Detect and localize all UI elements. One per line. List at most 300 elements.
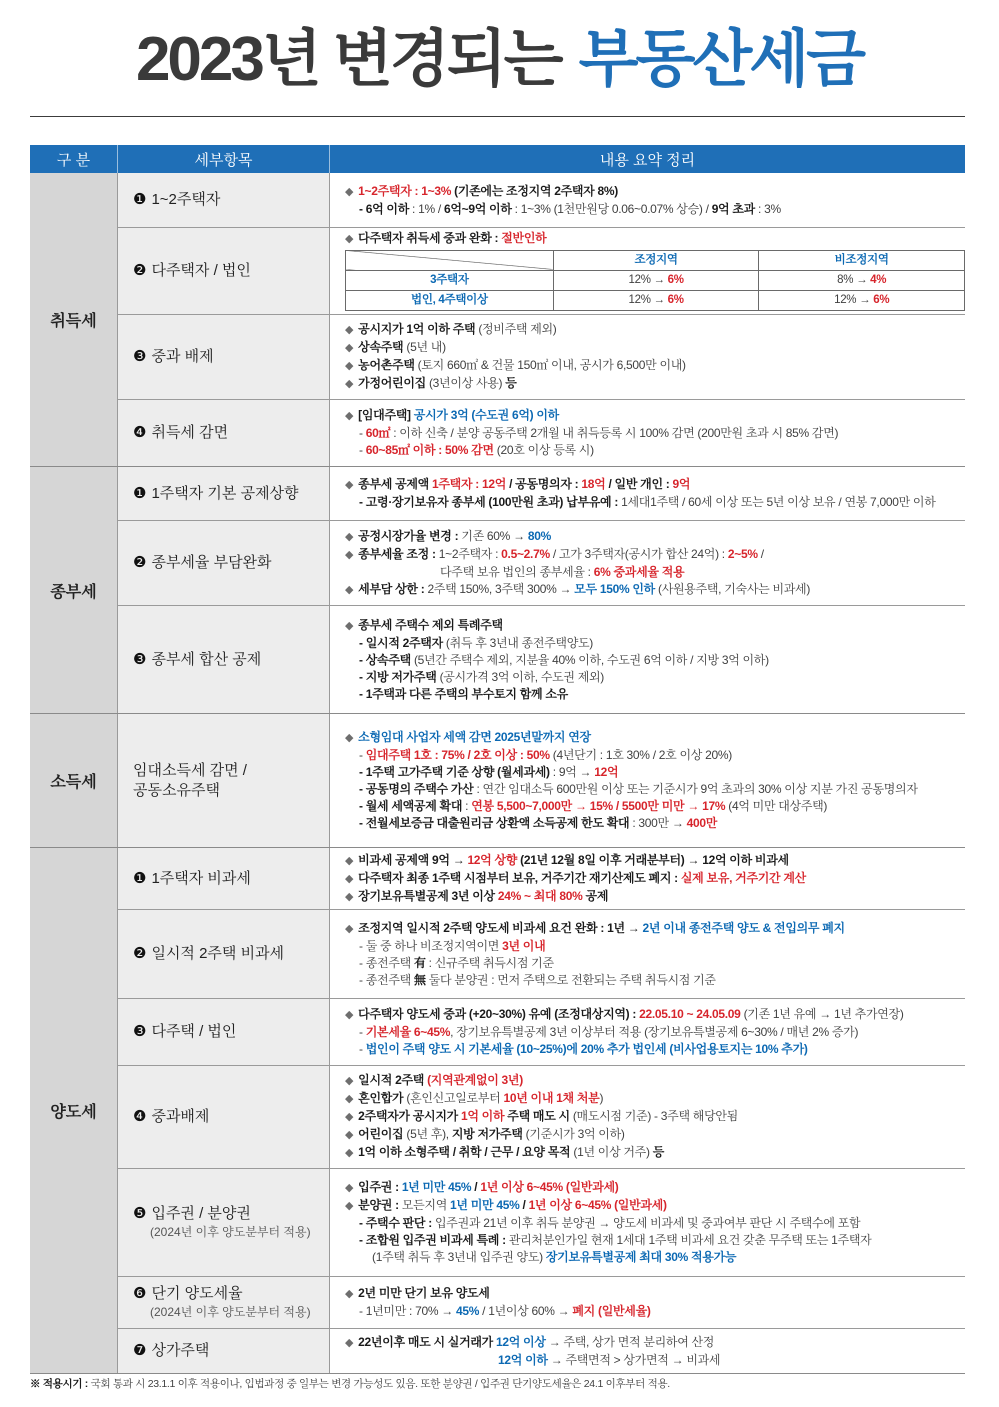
- sub-line: [345, 494, 965, 511]
- bold-text: 조정지역 일시적 2주택 양도세 비과세 요건 완화 : 1년 →: [358, 920, 643, 935]
- tax-section: [30, 467, 965, 714]
- bold-text: 등: [652, 1145, 665, 1159]
- bold-text: 다주택자 최종 1주택 시점부터 보유, 거주기간 재기산제도 폐지 :: [358, 870, 681, 885]
- bullet-line: [345, 1006, 965, 1024]
- item-label-text: 종부세 합산 공제: [151, 650, 262, 668]
- blue-highlight-text: 공시가 3억 (수도권 6억) 이하: [413, 408, 559, 422]
- bold-text: 장기보유특별공제 3년 이상: [358, 888, 498, 903]
- bold-text: 비과세 공제액 9억 →: [358, 852, 468, 867]
- plain-text: 관리처분인가일 현재 1세대 1주택 비과세 요건 갖춘 무주택 또는 1주택자: [508, 1233, 872, 1247]
- blue-highlight-text: 45%: [455, 1304, 480, 1318]
- plain-text: - 1년미만 : 70% →: [359, 1304, 456, 1318]
- plain-text: / 1년이상 60% →: [479, 1304, 573, 1318]
- bullet-line: [345, 1197, 965, 1215]
- bold-text: - 공동명의 주택수 가산: [359, 782, 474, 796]
- sub-line: [345, 781, 965, 798]
- tax-section: [30, 848, 965, 1374]
- plain-text: -: [359, 748, 366, 762]
- rate-table-header-cell: 조정지역: [553, 250, 759, 270]
- diamond-bullet-icon: ◆: [345, 732, 354, 744]
- plain-text: : 신규주택 취득시점 기준: [425, 955, 554, 970]
- plain-text: : 이하 신축 / 분양 공동주택 2개월 내 취득등록 시 100% 감면 (200만원 초과 시 85% 감면): [390, 426, 839, 440]
- plain-text: 1~2주택자 :: [438, 546, 502, 561]
- bullet-line: [345, 183, 965, 201]
- red-highlight-text: 6% 중과세율 적용: [593, 564, 685, 579]
- footnote: [30, 1377, 965, 1391]
- diamond-bullet-icon: ◆: [345, 185, 354, 198]
- blue-highlight-text: 2년 이내 종전주택 양도 & 전입의무 폐지: [642, 920, 845, 935]
- item-cell: [118, 173, 330, 227]
- item-cell: [118, 315, 330, 399]
- plain-text: (20호 이상 등록 시): [493, 443, 594, 457]
- sub-line: [345, 425, 965, 442]
- bullet-line: [345, 870, 965, 888]
- table-row: [118, 1329, 965, 1373]
- red-highlight-text: 60㎡: [365, 426, 391, 440]
- diamond-bullet-icon: ◆: [345, 1093, 354, 1105]
- item-label: [133, 1204, 329, 1224]
- bullet-line: [345, 581, 965, 599]
- table-row: [118, 467, 965, 521]
- item-label-text: 단기 양도세율: [151, 1285, 243, 1302]
- content-cell: [330, 606, 965, 713]
- blue-highlight-text: 장기보유특별공제 최대 30% 적용가능: [545, 1250, 737, 1264]
- plain-text: (기존 1년 유예 → 1년 추가연장): [740, 1007, 904, 1021]
- rate-table-header-row: [346, 250, 965, 270]
- blue-highlight-text: 법인이 주택 양도 시 기본세율 (10~25%)에 20% 추가 법인세 (비사업용토지는 10% 추가): [365, 1042, 808, 1056]
- bold-text: 1억 이하 소형주택 / 취학 / 근무 / 요양 목적: [358, 1145, 571, 1159]
- plain-text: : 1~3% (1천만원당 0.06~0.07% 상승) /: [511, 201, 712, 216]
- plain-text: 입주권과 21년 이후 취득 분양권 → 양도세 비과세 및 중과여부 판단 시 주택수에 포함: [435, 1216, 861, 1230]
- diamond-bullet-icon: ◆: [345, 872, 354, 885]
- bold-text: 입주권 :: [358, 1180, 402, 1194]
- red-highlight-text: 6%: [667, 273, 684, 286]
- item-cell: [118, 1329, 330, 1373]
- plain-text: 1세대1주택 / 60세 이상 또는 5년 이상 보유 / 연봉 7,000만 이하: [621, 495, 936, 509]
- plain-text: : 1% /: [409, 201, 444, 216]
- item-cell: [118, 228, 330, 314]
- plain-text: 국회 통과 시 23.1.1 이후 적용이나, 입법과정 중 일부는 변경 가능성도 있음. 또한 분양권 / 입주권 단기양도세율은 24.1 이후부터 적용.: [90, 1378, 670, 1390]
- section-rows: [118, 173, 965, 466]
- red-highlight-text: 절반인하: [501, 230, 547, 245]
- content-cell: [330, 521, 965, 605]
- plain-text: - 둘 중 하나 비조정지역이면: [359, 938, 503, 953]
- plain-text: -: [359, 1025, 366, 1039]
- plain-text: (사원용주택, 기숙사는 비과세): [654, 581, 811, 596]
- item-number-icon: ❼: [133, 1342, 147, 1359]
- bold-text: - 지방 저가주택: [359, 669, 437, 684]
- sub-line: [345, 764, 965, 781]
- rate-table-header-cell: 비조정지역: [759, 250, 965, 270]
- category-cell: 소득세: [30, 714, 118, 847]
- item-label-text: 임대소득세 감면 /: [133, 761, 247, 779]
- diamond-bullet-icon: ◆: [345, 1111, 354, 1123]
- diamond-bullet-icon: ◆: [345, 619, 354, 632]
- plain-text: (5년 후),: [403, 1127, 452, 1141]
- bold-text: 공시지가 1억 이하 주택: [358, 322, 476, 336]
- content-cell: [330, 1066, 965, 1168]
- item-label-text: 다주택자 / 법인: [151, 262, 251, 279]
- category-cell: 양도세: [30, 848, 118, 1373]
- tax-section: [30, 714, 965, 848]
- plain-text: 둘다 분양권 : 먼저 주택으로 전환되는 주택 취득시점 기준: [425, 972, 716, 987]
- bold-text: - 고령·장기보유자 종부세 (100만원 초과) 납부유예 :: [359, 495, 622, 509]
- bold-text: / 공동명의자 :: [506, 477, 582, 491]
- category-cell: 취득세: [30, 173, 118, 466]
- bold-text: 다주택자 양도세 중과 (+20~30%) 유예 (조정대상지역) :: [358, 1007, 640, 1021]
- bullet-line: [345, 1090, 965, 1108]
- rate-table-body: [346, 250, 965, 310]
- plain-text: / 고가 3주택자(공시가 합산 24억) :: [549, 546, 728, 561]
- bold-text: - 월세 세액공제 확대: [359, 799, 463, 813]
- diamond-bullet-icon: ◆: [345, 1129, 354, 1141]
- diamond-bullet-icon: ◆: [345, 854, 354, 867]
- diamond-bullet-icon: ◆: [345, 342, 354, 354]
- bold-text: 농어촌주택: [358, 358, 415, 372]
- bold-text: 有: [413, 955, 426, 970]
- section-rows: [118, 848, 965, 1373]
- diamond-bullet-icon: ◆: [345, 1182, 354, 1194]
- table-row: [118, 173, 965, 228]
- red-highlight-text: 2~5%: [727, 546, 758, 561]
- content-cell: [330, 1169, 965, 1276]
- diamond-bullet-icon: ◆: [345, 1147, 354, 1159]
- bold-text: 2년 미만 단기 보유 양도세: [358, 1286, 490, 1300]
- table-body: [30, 173, 965, 1374]
- content-cell: [330, 173, 965, 227]
- item-number-icon: ❶: [133, 869, 147, 887]
- item-note: (2024년 이후 양도분부터 적용): [150, 1225, 311, 1239]
- diamond-bullet-icon: ◆: [345, 324, 354, 336]
- plain-text: (4억 미만 대상주택): [725, 799, 828, 813]
- red-highlight-text: 기본세율 6~45%: [365, 1025, 451, 1039]
- sub-line: [345, 1024, 965, 1041]
- sub-line: [345, 938, 965, 955]
- bold-text: 가정어린이집: [358, 376, 426, 390]
- diamond-bullet-icon: ◆: [345, 1200, 354, 1212]
- plain-text: -: [359, 1042, 366, 1056]
- sub-line: [345, 442, 965, 459]
- bold-text: 6억~9억 이하: [443, 201, 512, 216]
- bullet-line: [345, 617, 965, 635]
- tax-summary-table: [30, 145, 965, 1374]
- sub-line: [345, 747, 965, 764]
- plain-text: (토지 660㎡ & 건물 150㎡ 이내, 공시가 6,500만 이내): [414, 358, 686, 372]
- diamond-bullet-icon: ◆: [345, 1336, 354, 1349]
- table-row: [118, 1169, 965, 1277]
- rate-table-row-label: 3주택자: [346, 270, 554, 290]
- bold-text: 상속주택: [358, 340, 404, 354]
- bold-text: 일시적 2주택: [358, 1073, 428, 1087]
- bold-text: - 1주택과 다른 주택의 부수토지 함께 소유: [359, 686, 568, 701]
- bold-text: /: [471, 1180, 481, 1194]
- title-divider: [30, 116, 965, 117]
- blue-highlight-text: 1년 미만 45%: [401, 1180, 472, 1194]
- item-label: [133, 781, 329, 801]
- rate-comparison-table: [345, 250, 965, 311]
- blue-highlight-text: 소형임대 사업자 세액 감면 2025년말까지 연장: [358, 730, 591, 744]
- plain-text: 12% →: [834, 293, 874, 306]
- bold-text: (기존에는 조정지역 2주택자 8%): [451, 183, 618, 198]
- sub-line: [345, 955, 965, 972]
- item-label: [133, 1341, 329, 1361]
- plain-text: : 연간 임대소득 600만원 이상 또는 기준시가 9억 초과의 30% 이상 지분 가진 공동명의자: [473, 782, 918, 796]
- plain-text: (혼인신고일로부터: [403, 1091, 504, 1105]
- rate-table-cell: [759, 290, 965, 310]
- red-highlight-text: 폐지 (일반세율): [572, 1304, 651, 1318]
- section-rows: [118, 714, 965, 847]
- plain-text: (1년 이상 거주): [570, 1145, 653, 1159]
- bold-text: 분양권 :: [358, 1198, 402, 1212]
- plain-text: (기준시가 3억 이하): [522, 1127, 625, 1141]
- rate-table-cell: [553, 290, 759, 310]
- item-label-text: 일시적 2주택 비과세: [151, 945, 285, 962]
- item-cell: [118, 848, 330, 909]
- diamond-bullet-icon: ◆: [345, 530, 354, 543]
- item-label: [133, 347, 329, 367]
- item-number-icon: ❺: [133, 1205, 147, 1222]
- bold-text: 공제: [582, 888, 609, 903]
- item-label: [133, 190, 329, 210]
- bold-text: ※ 적용시기 :: [30, 1378, 91, 1390]
- item-number-icon: ❸: [133, 650, 147, 668]
- item-cell: [118, 521, 330, 605]
- item-cell: [118, 1277, 330, 1328]
- plain-text: (매도시점 기준) - 3주택 해당안됨: [569, 1109, 738, 1123]
- sub-line: [345, 1232, 965, 1249]
- red-highlight-text: 12억: [594, 765, 619, 779]
- content-cell: [330, 1277, 965, 1328]
- red-highlight-text: (지역관계없이 3년): [427, 1073, 523, 1087]
- item-note: (2024년 이후 양도분부터 적용): [150, 1305, 311, 1319]
- item-label: [133, 423, 329, 443]
- item-label-text: 중과배제: [151, 1108, 210, 1125]
- bullet-line: [345, 1285, 965, 1303]
- tax-section: [30, 173, 965, 467]
- bullet-line: [345, 852, 965, 870]
- bullet-line: [345, 528, 965, 546]
- red-highlight-text: 1년 이상 6~45% (일반과세): [480, 1180, 619, 1194]
- diamond-bullet-icon: ◆: [345, 1009, 354, 1021]
- bold-text: 공정시장가율 변경 :: [358, 528, 462, 543]
- plain-text: 모든지역: [401, 1198, 451, 1212]
- bullet-line: [345, 1179, 965, 1197]
- bullet-line: [345, 546, 965, 564]
- content-cell: [330, 848, 965, 909]
- plain-text: (공시가격 3억 이하, 수도권 제외): [436, 669, 605, 684]
- diamond-bullet-icon: ◆: [345, 360, 354, 372]
- red-highlight-text: 3년 이내: [502, 938, 546, 953]
- plain-text: ): [599, 1091, 604, 1105]
- red-highlight-text: 22.05.10 ~ 24.05.09: [639, 1007, 741, 1021]
- red-highlight-text: 10년 이내 1채 처분: [503, 1091, 600, 1105]
- blue-highlight-text: 모두 150% 인하: [574, 581, 655, 596]
- table-row: [118, 1277, 965, 1329]
- item-label-text: 중과 배제: [151, 348, 214, 365]
- diamond-bullet-icon: ◆: [345, 890, 354, 903]
- bullet-line: [345, 1072, 965, 1090]
- plain-text: (5년간 주택수 제외, 지분율 40% 이하, 수도권 6억 이하 / 지방 3억 이하): [410, 652, 769, 667]
- item-label: [133, 944, 329, 964]
- diamond-bullet-icon: ◆: [345, 410, 354, 422]
- red-highlight-text: 실제 보유, 거주기간 계산: [680, 870, 806, 885]
- bullet-line: [345, 888, 965, 906]
- table-row: [118, 400, 965, 466]
- red-highlight-text: 400만: [686, 816, 718, 830]
- red-highlight-text: 12억 상향: [467, 852, 518, 867]
- content-cell: [330, 228, 965, 314]
- bold-text: - 일시적 2주택자: [359, 635, 443, 650]
- item-number-icon: ❷: [133, 945, 147, 962]
- item-number-icon: ❶: [133, 484, 147, 502]
- bold-text: - 1주택 고가주택 기준 상향 (월세과세): [359, 765, 550, 779]
- item-label-text: 취득세 감면: [151, 424, 229, 441]
- bold-text: 無: [413, 972, 426, 987]
- content-cell: [330, 1329, 965, 1373]
- item-label: [133, 261, 329, 281]
- category-cell: 종부세: [30, 467, 118, 713]
- diamond-bullet-icon: ◆: [345, 378, 354, 390]
- table-row: [118, 315, 965, 400]
- sub-line: [345, 669, 965, 686]
- item-label-text: 상가주택: [151, 1342, 210, 1359]
- plain-text: (5년 내): [403, 340, 446, 354]
- item-label: [133, 1284, 329, 1304]
- table-header-cell: 내용 요약 정리: [599, 151, 696, 169]
- item-label-text: 입주권 / 분양권: [151, 1205, 251, 1222]
- sub-line: [345, 972, 965, 989]
- plain-text: : 3%: [754, 201, 781, 216]
- bold-text: 9억 초과: [711, 201, 755, 216]
- content-cell: [330, 467, 965, 520]
- sub-line: [345, 1249, 965, 1266]
- blue-highlight-text: 12억 이하: [498, 1352, 548, 1367]
- bullet-line: [345, 357, 965, 375]
- item-cell: [118, 1169, 330, 1276]
- red-highlight-text: 9억: [672, 477, 691, 491]
- diamond-bullet-icon: ◆: [345, 548, 354, 561]
- bullet-line: [345, 1108, 965, 1126]
- diamond-bullet-icon: ◆: [345, 583, 354, 596]
- item-number-icon: ❶: [133, 191, 147, 208]
- table-row: [118, 1066, 965, 1169]
- plain-text: - 종전주택: [359, 955, 414, 970]
- plain-text: -: [359, 443, 366, 457]
- table-row: [118, 606, 965, 713]
- bold-text: 종부세 공제액: [358, 477, 432, 491]
- sub-line: [345, 564, 965, 581]
- plain-text: 12% →: [628, 293, 668, 306]
- diamond-bullet-icon: ◆: [345, 1288, 354, 1300]
- bold-text: (21년 12월 8일 이후 거래분부터) → 12억 이하 비과세: [517, 852, 789, 867]
- page-title: [0, 18, 999, 102]
- table-row: [118, 999, 965, 1066]
- bold-text: /: [519, 1198, 529, 1212]
- table-row: [118, 848, 965, 910]
- item-cell: [118, 606, 330, 713]
- item-number-icon: ❻: [133, 1285, 147, 1302]
- sub-line: [345, 686, 965, 703]
- bold-text: - 주택수 판단 :: [359, 1216, 435, 1230]
- blue-highlight-text: 80%: [527, 528, 551, 543]
- red-highlight-text: 24% ~ 최대 80%: [497, 888, 583, 903]
- item-label-text: 다주택 / 법인: [151, 1023, 237, 1040]
- item-number-icon: ❹: [133, 424, 147, 441]
- table-row: [118, 228, 965, 315]
- item-label-text: 공동소유주택: [133, 781, 220, 799]
- bold-text: / 일반 개인 :: [605, 477, 673, 491]
- table-row: [118, 714, 965, 847]
- item-label: [133, 1107, 329, 1127]
- blue-highlight-text: 12억 이상: [495, 1334, 546, 1349]
- item-label-text: 1주택자 비과세: [151, 869, 251, 887]
- table-header-row: [30, 145, 965, 173]
- red-highlight-text: 6%: [667, 293, 684, 306]
- section-rows: [118, 467, 965, 713]
- plain-text: → 주택, 상가 면적 분리하여 산정: [545, 1334, 715, 1349]
- bold-text: 세부담 상한 :: [358, 581, 428, 596]
- plain-text: 12% →: [628, 273, 668, 286]
- plain-text: : 300만 →: [629, 816, 687, 830]
- red-highlight-text: 1~2주택자 : 1~3%: [358, 183, 452, 198]
- rate-table-cell: [553, 270, 759, 290]
- item-label-text: 1~2주택자: [151, 191, 221, 208]
- plain-text: 다주택 보유 법인의 종부세율 :: [440, 564, 594, 579]
- plain-text: /: [757, 546, 764, 561]
- diamond-bullet-icon: ◆: [345, 232, 354, 245]
- content-cell: [330, 400, 965, 466]
- diamond-bullet-icon: ◆: [345, 1075, 354, 1087]
- item-cell: [118, 910, 330, 998]
- bullet-line: [345, 1144, 965, 1162]
- bullet-line: [345, 321, 965, 339]
- plain-text: :: [462, 799, 472, 813]
- bullet-line: [345, 339, 965, 357]
- red-highlight-text: 6%: [873, 293, 890, 306]
- sub-line: [345, 1303, 965, 1320]
- bullet-line: [345, 1126, 965, 1144]
- sub-line: [345, 635, 965, 652]
- red-highlight-text: 18억: [581, 477, 606, 491]
- plain-text: , 장기보유특별공제 3년 이상부터 적용 (장기보유특별공제 6~30% / 매년 2% 증가): [450, 1025, 859, 1039]
- item-label: [133, 761, 329, 781]
- red-highlight-text: 4%: [870, 273, 887, 286]
- sub-line: [345, 1352, 965, 1369]
- bullet-line: [345, 920, 965, 938]
- diamond-bullet-icon: ◆: [345, 479, 354, 491]
- bold-text: 어린이집: [358, 1127, 404, 1141]
- bold-text: 종부세율 조정 :: [358, 546, 439, 561]
- sub-line: [345, 815, 965, 832]
- table-row: [118, 910, 965, 999]
- item-cell: [118, 400, 330, 466]
- sub-line: [345, 652, 965, 669]
- item-label: [133, 553, 329, 573]
- bold-text: 종부세 주택수 제외 특례주택: [358, 617, 503, 632]
- red-highlight-text: 연봉 5,500~7,000만 → 15% / 5500만 미만 → 17%: [471, 799, 726, 813]
- item-label: [133, 650, 329, 670]
- bold-text: 22년이후 매도 시 실거래가: [358, 1334, 496, 1349]
- bold-text: 등: [505, 376, 517, 390]
- bullet-line: [345, 1334, 965, 1352]
- plain-text: (취득 후 3년내 종전주택양도): [442, 635, 594, 650]
- red-highlight-text: 0.5~2.7%: [501, 546, 550, 561]
- item-label: [133, 484, 329, 504]
- bullet-line: [345, 230, 965, 248]
- red-highlight-text: 1주택자 : 12억: [432, 477, 507, 491]
- plain-text: (3년이상 사용): [425, 376, 506, 390]
- bold-text: - 상속주택: [359, 652, 411, 667]
